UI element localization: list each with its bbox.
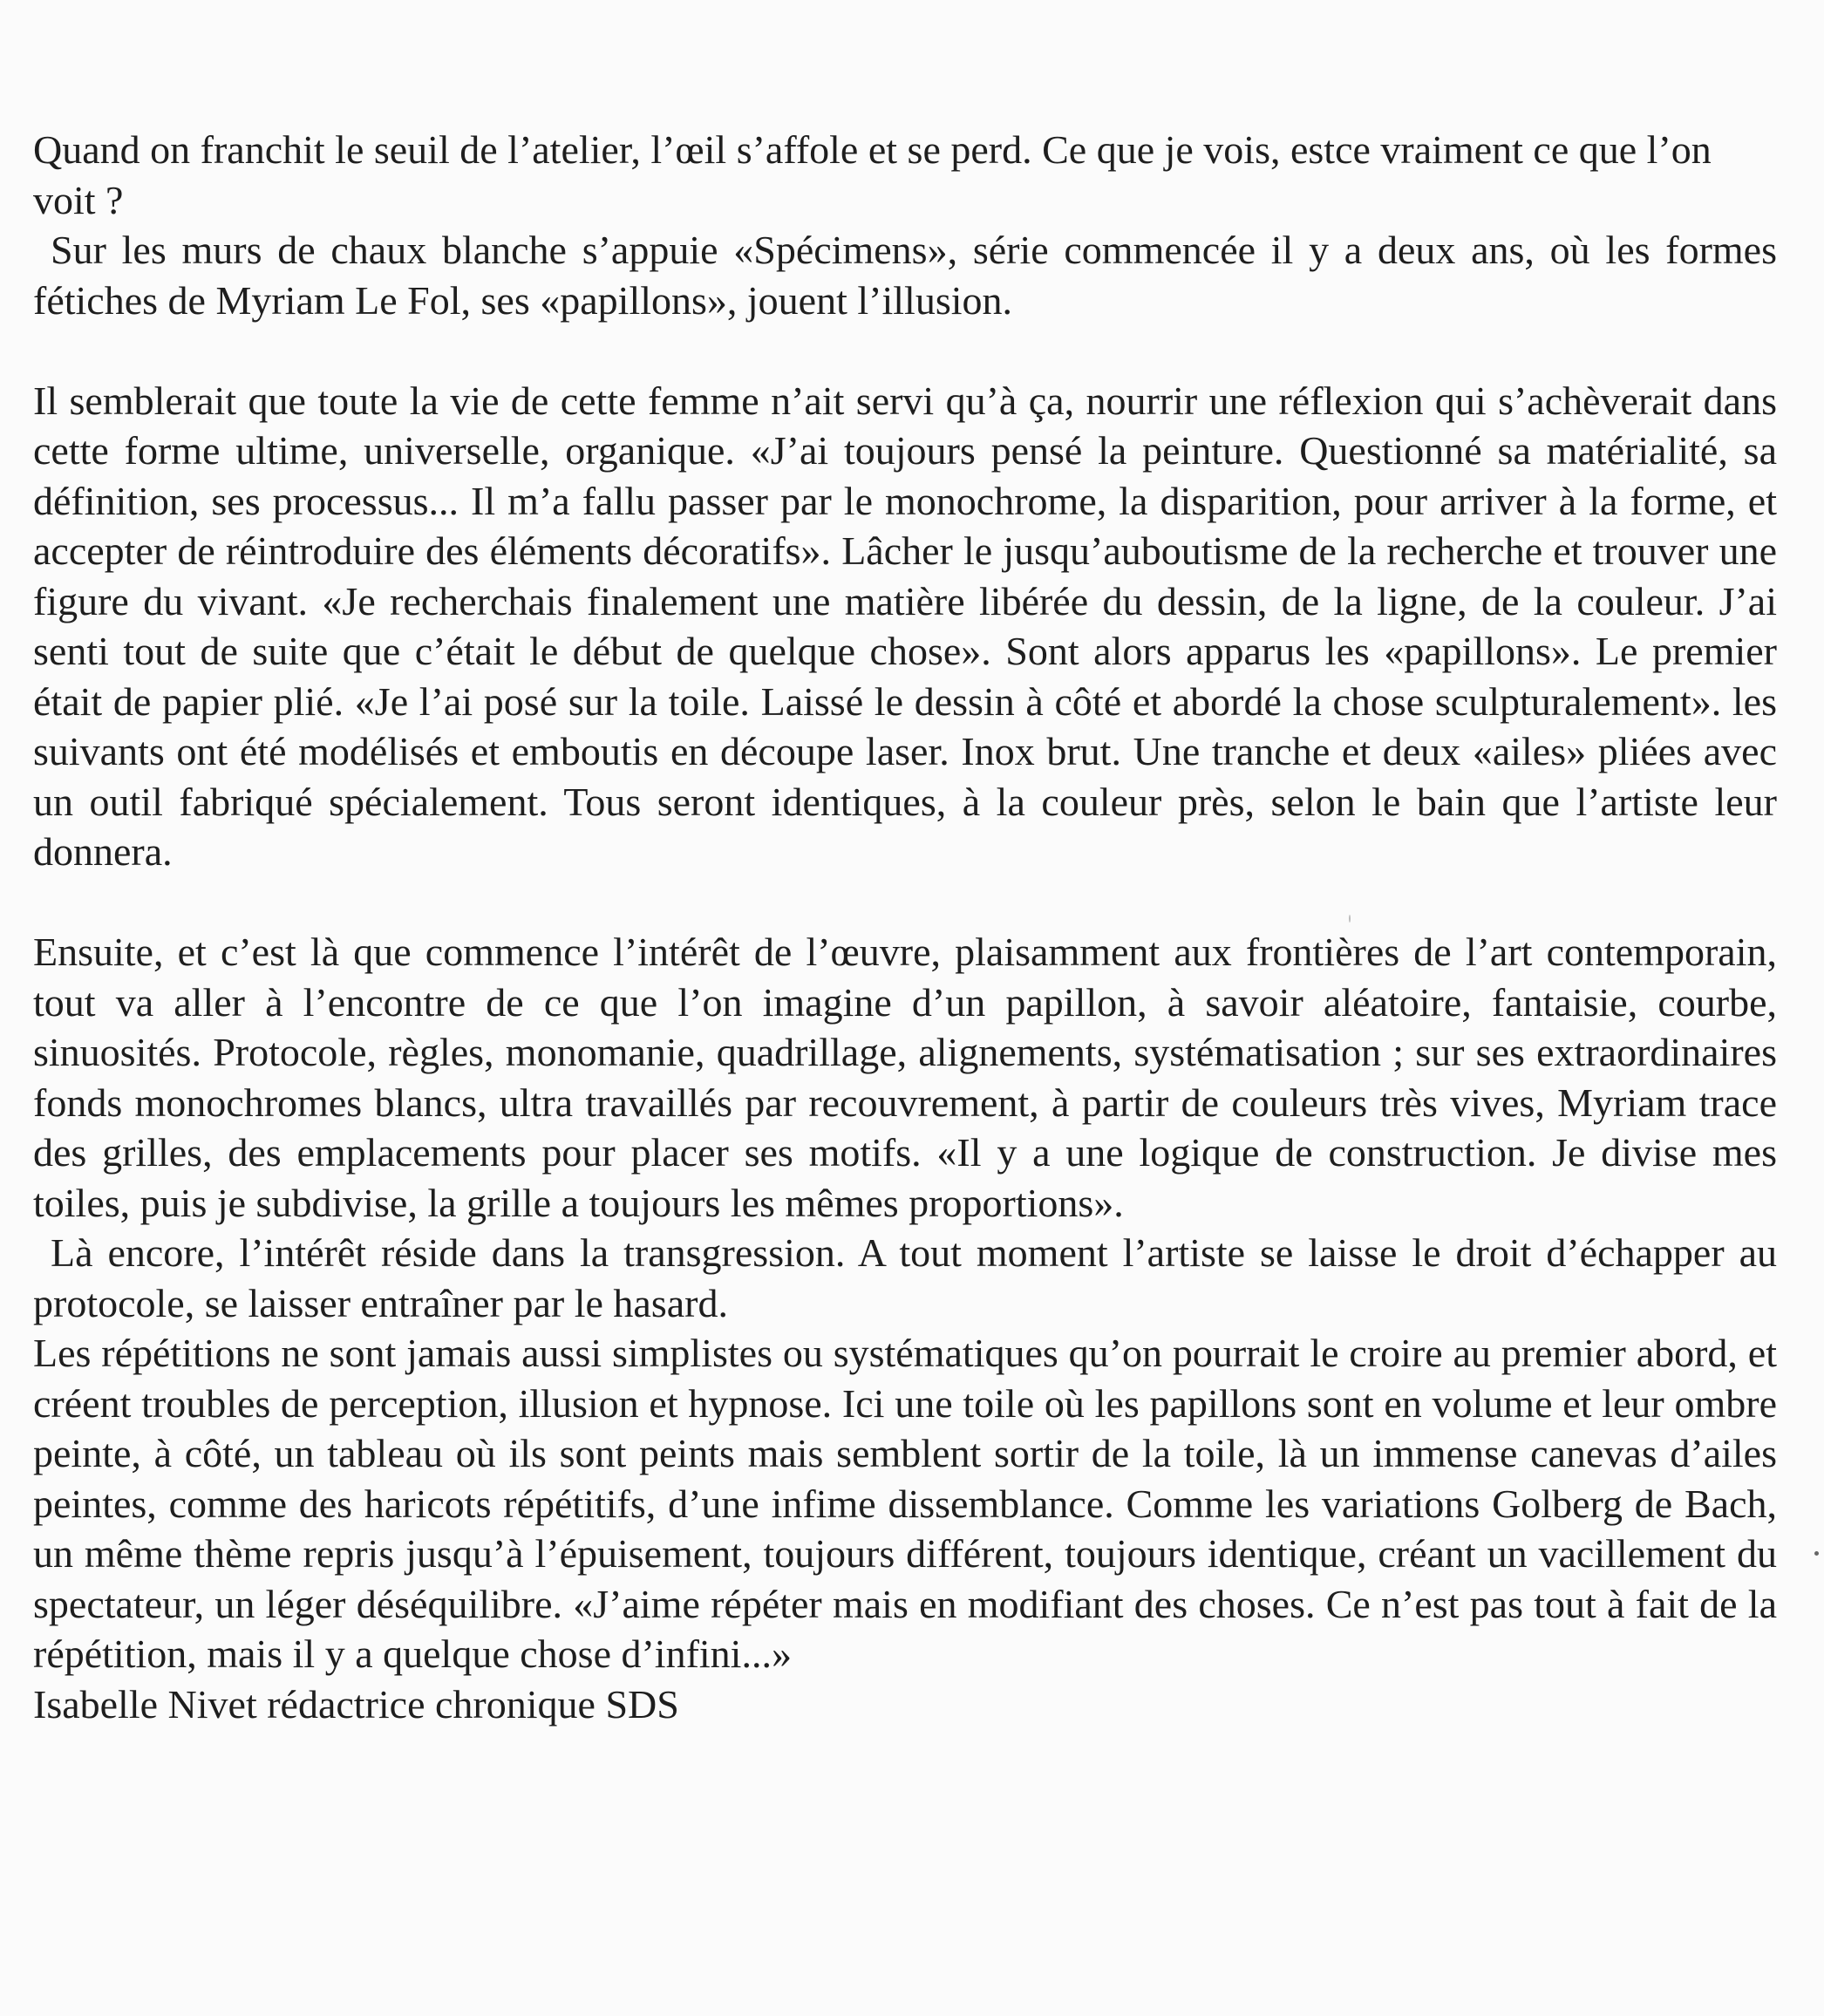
- paragraph-gap: [33, 325, 1777, 376]
- scan-speck: [1814, 1551, 1819, 1556]
- paragraph-intro: Quand on franchit le seuil de l’atelier, l’œil s’affole et se perd. Ce que je vois, estce vraiment ce que l’on voit ?: [33, 127, 1712, 222]
- article-page: [33, 125, 1777, 1729]
- paragraph-gap: [33, 877, 1777, 928]
- paragraph-transgression: Là encore, l’intérêt réside dans la transgression. A tout moment l’artiste se laisse le droit d’échapper au protocole, se laisser entraîner par le hasard.: [33, 1230, 1777, 1325]
- paragraph-repetitions: Les répétitions ne sont jamais aussi simplistes ou systématiques qu’on pourrait le croire au premier abord, et créent troubles de perception, illusion et hypnose. Ici une toile où les papillons sont en volume et leur ombre peinte, à côté, un tableau où ils sont peints mais semblent sortir de la toile, là un immense canevas d’ailes peintes, comme des haricots répétitifs, d’une infime dissemblance. Comme les variations Golberg de Bach, un même thème repris jusqu’à l’épuisement, toujours différent, toujours identique, créant un vacillement du spectateur, un léger déséquilibre. «J’aime répéter mais en modifiant des choses. Ce n’est pas tout à fait de la répétition, mais il y a quelque chose d’infini...»: [33, 1331, 1777, 1676]
- paragraph-specimens: Sur les murs de chaux blanche s’appuie «Spécimens», série commencée il y a deux ans, où les formes fétiches de Myriam Le Fol, ses «papillons», jouent l’illusion.: [33, 228, 1777, 323]
- paragraph-protocol: Ensuite, et c’est là que commence l’intérêt de l’œuvre, plaisamment aux frontières de l’art contemporain, tout va aller à l’encontre de ce que l’on imagine d’un papillon, à savoir aléatoire, fantaisie, courbe, sinuosités. Protocole, règles, monomanie, quadrillage, alignements, systématisation ; sur ses extraordinaires fonds monochromes blancs, ultra travaillés par recouvrement, à partir de couleurs très vives, Myriam trace des grilles, des emplacements pour placer ses motifs. «Il y a une logique de construction. Je divise mes toiles, puis je subdivise, la grille a toujours les mêmes proportions».: [33, 930, 1777, 1225]
- paragraph-life-work: Il semblerait que toute la vie de cette femme n’ait servi qu’à ça, nourrir une réflexion qui s’achèverait dans cette forme ultime, universelle, organique. «J’ai toujours pensé la peinture. Questionné sa matérialité, sa définition, ses processus... Il m’a fallu passer par le monochrome, la disparition, pour arriver à la forme, et accepter de réintroduire des éléments décoratifs». Lâcher le jusqu’auboutisme de la recherche et trouver une figure du vivant. «Je recherchais finalement une matière libérée du dessin, de la ligne, de la couleur. J’ai senti tout de suite que c’était le début de quelque chose». Sont alors apparus les «papillons». Le premier était de papier plié. «Je l’ai posé sur la toile. Laissé le dessin à côté et abordé la chose sculpturalement». les suivants ont été modélisés et emboutis en découpe laser. Inox brut. Une tranche et deux «ailes» pliées avec un outil fabriqué spécialement. Tous seront identiques, à la couleur près, selon le bain que l’artiste leur donnera.: [33, 378, 1777, 874]
- author-signature: Isabelle Nivet rédactrice chronique SDS: [33, 1681, 679, 1727]
- scan-speck: [1349, 915, 1351, 923]
